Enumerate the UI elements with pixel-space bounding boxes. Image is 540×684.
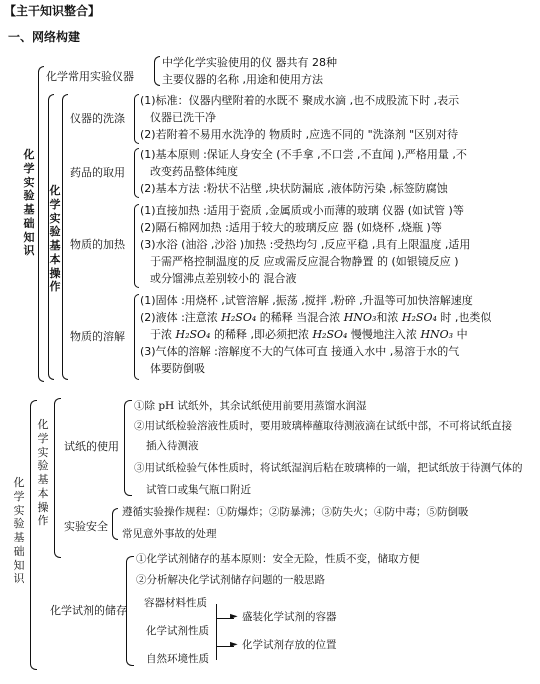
washing-label: 仪器的洗涤 [70, 112, 125, 125]
bottom-vertical-inner-label: 化学实验基本操作 [37, 418, 49, 528]
testpaper-brace [124, 400, 132, 496]
top-outer-brace [38, 66, 44, 382]
page-title: 【主干知识整合】 [4, 4, 101, 18]
dissolving-label: 物质的溶解 [70, 330, 125, 343]
storage-sub3: 自然环境性质 [146, 653, 209, 665]
instruments-label: 化学常用实验仪器 [46, 70, 134, 83]
safety-label: 实验安全 [64, 520, 108, 533]
heating-label: 物质的加热 [70, 238, 125, 251]
reagents-brace [134, 148, 139, 198]
dissolving-brace [134, 294, 139, 380]
bottom-vertical-outer-label: 化学实验基础知识 [13, 476, 25, 586]
washing-brace [134, 94, 139, 144]
washing-line3: (2)若附着不易用水洗净的 物质时 ,应选不同的 "洗涤剂 "区别对待 [140, 128, 459, 141]
instruments-brace [154, 56, 160, 86]
heating-line2: (2)隔石棉网加热 :适用于较大的玻璃反应 器 (如烧杯 ,烧瓶 )等 [140, 221, 442, 234]
dissolving-line1: (1)固体 :用烧杯 ,试管溶解 ,振荡 ,搅拌 ,粉碎 ,升温等可加快溶解速度 [140, 294, 473, 307]
dissolving-line5: 体要防倒吸 [150, 362, 205, 375]
instruments-line2: 主要仪器的名称 ,用途和使用方法 [162, 73, 323, 86]
reagents-line3: (2)基本方法 :粉状不沾壁 ,块状防漏底 ,液体防污染 ,标签防腐蚀 [140, 182, 448, 195]
top-vertical-inner-label: 化学实验基本操作 [49, 184, 61, 294]
testpaper-item2b: 插入待测液 [146, 440, 199, 452]
storage-sub2: 化学试剂性质 [146, 625, 209, 637]
storage-brace [126, 556, 134, 666]
storage-sub1: 容器材料性质 [144, 597, 207, 609]
storage-result1: 盛装化学试剂的容器 [242, 611, 337, 623]
section-heading: 一、网络构建 [8, 30, 81, 44]
testpaper-item3a: ③用试纸检验气体性质时，将试纸湿润后粘在玻璃棒的一端，把试纸放于待测气体的 [134, 462, 523, 474]
safety-brace [112, 508, 118, 540]
reagents-line2: 改变药品整体纯度 [150, 165, 238, 178]
washing-line1: (1)标准：仪器内壁附着的水既不 聚成水滴 ,也不成股流下时 ,表示 [140, 94, 460, 107]
storage-item2: ②分析解决化学试剂储存问题的一般思路 [136, 574, 325, 586]
storage-item1: ①化学试剂储存的基本原则：安全无险，性质不变，储取方便 [136, 553, 420, 565]
arrow-right-icon: ► [230, 639, 238, 650]
heating-line5: 或分馏沸点差别较小的 混合液 [150, 272, 297, 285]
instruments-line1: 中学化学实验使用的仪 器共有 28种 [162, 56, 337, 69]
top-vertical-outer-label: 化学实验基础知识 [23, 148, 35, 258]
dissolving-line4: (3)气体的溶解 :溶解度不大的气体可直 接通入水中 ,易溶于水的气 [140, 345, 460, 358]
reagents-line1: (1)基本原则 :保证人身安全 (不手拿 ,不口尝 ,不直闻 ),严格用量 ,不 [140, 148, 467, 161]
safety-item2: 常见意外事故的处理 [122, 528, 217, 540]
top-inner-brace [62, 94, 68, 380]
bottom-inner-brace [54, 398, 61, 558]
storage-label: 化学试剂的储存 [50, 604, 127, 617]
testpaper-item3b: 试管口或集气瓶口附近 [146, 484, 251, 496]
testpaper-item2a: ②用试纸检验溶液性质时，要用玻璃棒蘸取待测液滴在试纸中部，不可将试纸直接 [134, 420, 512, 432]
heating-brace [134, 204, 139, 288]
testpaper-item1: ①除 pH 试纸外，其余试纸使用前要用蒸馏水润湿 [134, 400, 367, 412]
heating-line3: (3)水浴 (油浴 ,沙浴 )加热 :受热均匀 ,反应平稳 ,具有上限温度 ,适用 [140, 238, 471, 251]
dissolving-line3: 于浓 H₂SO₄ 的稀释 ,即必须把浓 H₂SO₄ 慢慢地注入浓 HNO₃ 中 [150, 328, 468, 341]
storage-result2: 化学试剂存放的位置 [242, 639, 337, 651]
safety-item1: 遵循实验操作规程：①防爆炸；②防暴沸；③防失火；④防中毒；⑤防倒吸 [122, 506, 469, 518]
reagents-label: 药品的取用 [70, 166, 125, 179]
heating-line1: (1)直接加热 :适用于瓷质 ,金属质或小而薄的玻璃 仪器 (如试管 )等 [140, 204, 464, 217]
arrow-right-icon: ► [230, 611, 238, 622]
washing-line2: 仪器已洗干净 [150, 111, 216, 124]
dissolving-line2: (2)液体 :注意浓 H₂SO₄ 的稀释 当混合浓 HNO₃和浓 H₂SO₄ 时 ,也类似 [140, 311, 492, 324]
testpaper-label: 试纸的使用 [64, 440, 119, 453]
heating-line4: 于需严格控制温度的反 应或需反应混合物静置 的 (如银镜反应 ) [150, 255, 459, 268]
